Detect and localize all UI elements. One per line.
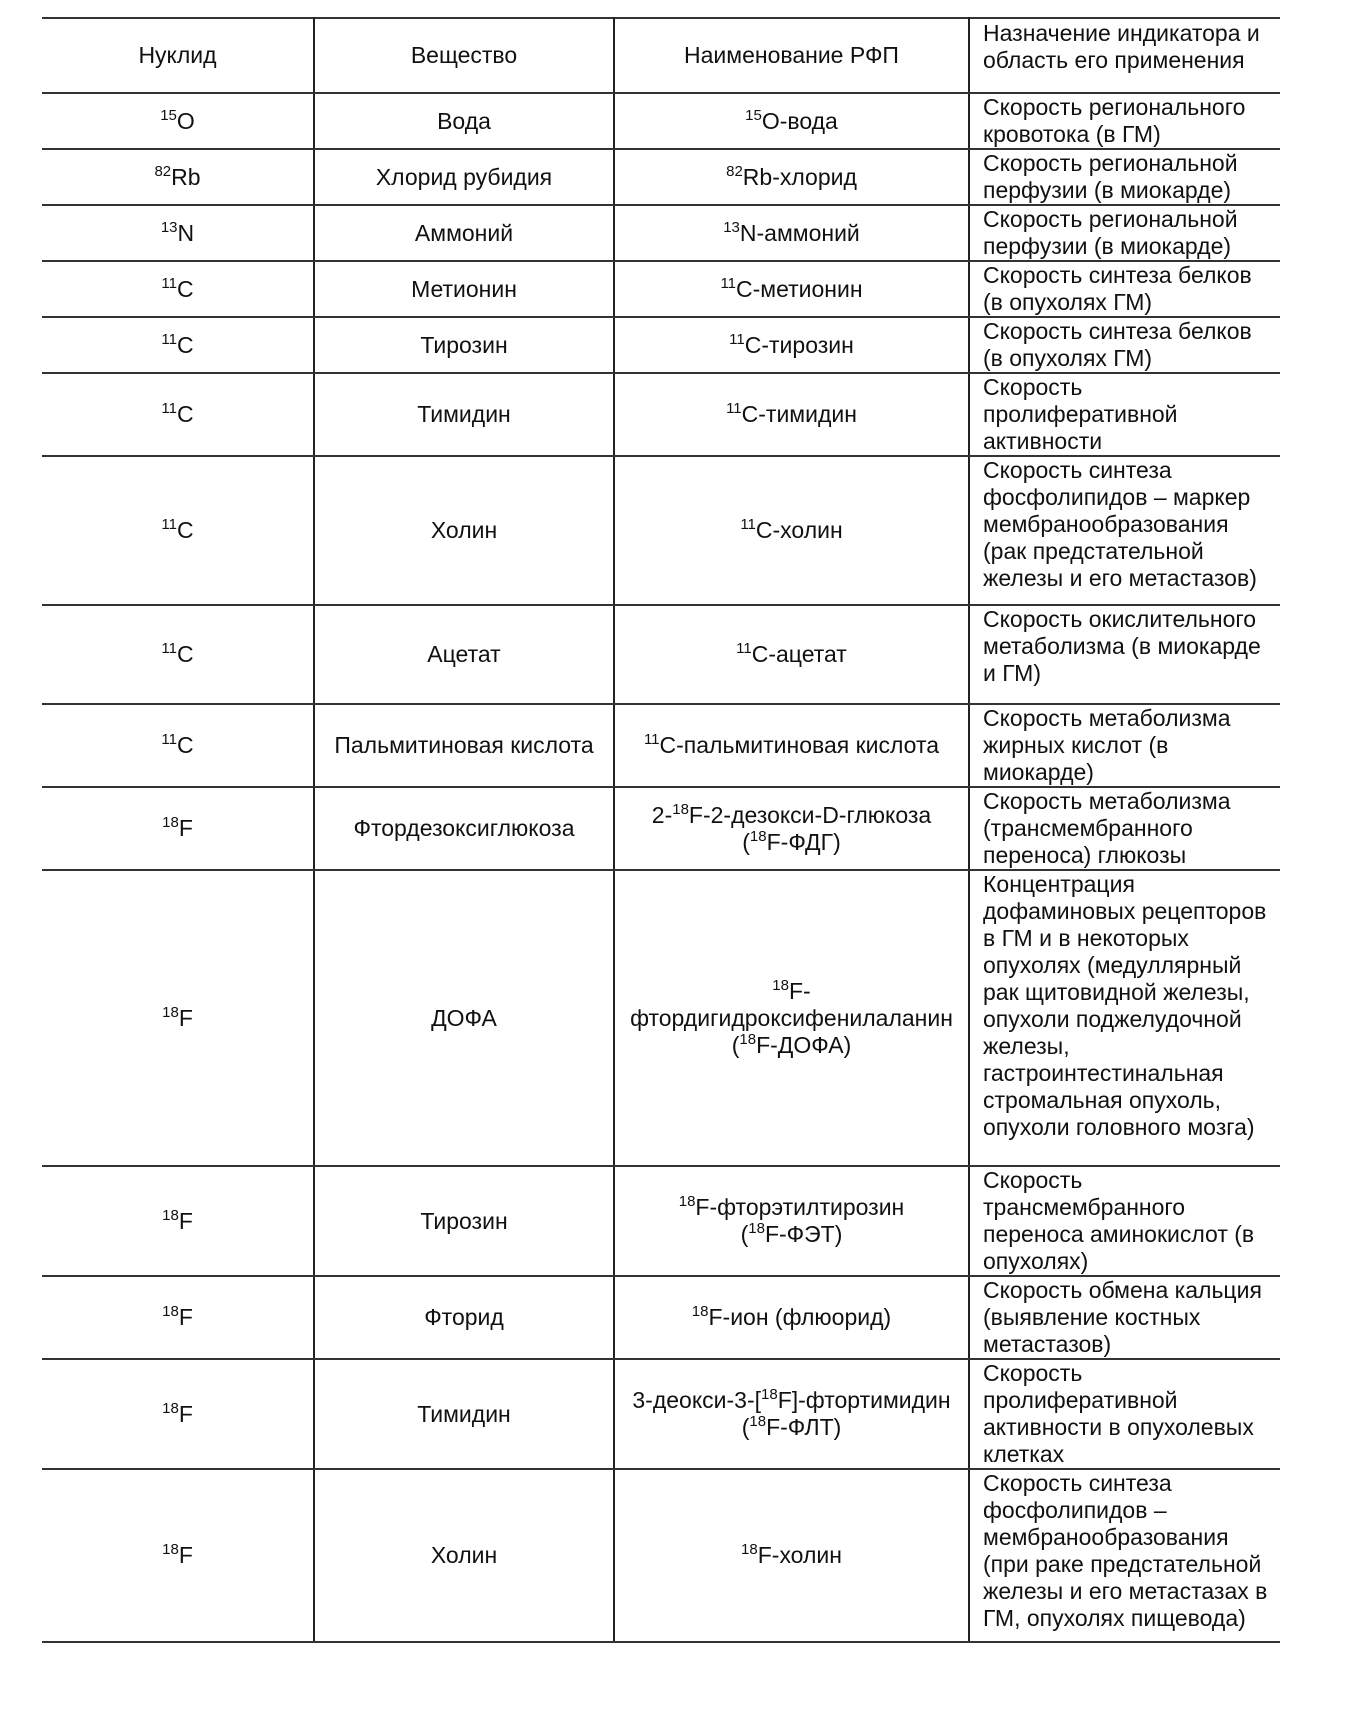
cell-substance: Метионин bbox=[314, 261, 614, 317]
nuclide-mass: 18 bbox=[162, 1303, 179, 1320]
cell-nuclide bbox=[42, 1276, 314, 1359]
rfp-name-line bbox=[615, 517, 968, 544]
rfp-suffix: N-аммоний bbox=[739, 219, 860, 246]
rfp-name-line bbox=[615, 1304, 968, 1331]
rfp-suffix: F]-фтортимидин bbox=[777, 1387, 951, 1413]
nuclide-mass: 11 bbox=[161, 330, 177, 348]
rfp-abbrev-suffix: F-ДОФА) bbox=[756, 1031, 852, 1058]
rfp-abbrev-mass: 18 bbox=[749, 827, 767, 845]
radiopharmaceutical-table bbox=[42, 17, 1280, 1643]
cell-substance: Тирозин bbox=[314, 1166, 614, 1276]
cell-nuclide bbox=[42, 605, 314, 704]
cell-nuclide bbox=[42, 787, 314, 870]
rfp-suffix: Rb-хлорид bbox=[742, 163, 857, 190]
nuclide-symbol: N bbox=[177, 219, 195, 246]
cell-purpose: Скорость синтеза белков (в опухолях ГМ) bbox=[969, 317, 1280, 373]
cell-rfp-name bbox=[614, 373, 969, 456]
rfp-abbrev-line bbox=[615, 1221, 968, 1248]
cell-purpose: Скорость окислительного метаболизма (в миокарде и ГМ) bbox=[969, 605, 1280, 704]
rfp-name-line bbox=[623, 978, 960, 1032]
cell-rfp-name bbox=[614, 149, 969, 205]
table-row bbox=[42, 870, 1280, 1166]
cell-purpose: Скорость трансмембранного переноса аминокислот (в опухолях) bbox=[969, 1166, 1280, 1276]
nuclide-symbol: C bbox=[176, 641, 194, 667]
cell-nuclide bbox=[42, 149, 314, 205]
cell-rfp-name bbox=[614, 787, 969, 870]
nuclide-mass: 18 bbox=[162, 1206, 179, 1224]
cell-rfp-name bbox=[614, 1359, 969, 1469]
rfp-name-line bbox=[615, 641, 968, 668]
rfp-abbrev-line bbox=[623, 1032, 960, 1059]
cell-substance: Ацетат bbox=[314, 605, 614, 704]
rfp-name-line bbox=[615, 401, 968, 428]
nuclide-symbol: C bbox=[176, 331, 194, 358]
nuclide-symbol: F bbox=[178, 815, 193, 841]
rfp-suffix: F-фтордигидроксифенилаланин bbox=[630, 977, 953, 1031]
rfp-abbrev-mass: 18 bbox=[748, 1220, 765, 1237]
cell-purpose: Скорость синтеза фосфолипидов – мембранообразования (при раке предстательной железы и его метастазах в ГМ, опухолях пищевода) bbox=[969, 1469, 1280, 1642]
nuclide-mass: 13 bbox=[160, 218, 178, 236]
cell-purpose: Скорость пролиферативной активности bbox=[969, 373, 1280, 456]
nuclide-mass: 18 bbox=[162, 1399, 179, 1417]
cell-purpose: Скорость регионального кровотока (в ГМ) bbox=[969, 93, 1280, 149]
rfp-suffix: C-тирозин bbox=[744, 331, 854, 358]
rfp-name-line bbox=[615, 1387, 968, 1414]
cell-substance: Фтордезоксиглюкоза bbox=[314, 787, 614, 870]
cell-nuclide bbox=[42, 1469, 314, 1642]
cell-nuclide bbox=[42, 93, 314, 149]
cell-substance: Тирозин bbox=[314, 317, 614, 373]
nuclide-symbol: F bbox=[178, 1004, 193, 1031]
rfp-abbrev-prefix: ( bbox=[741, 1414, 750, 1440]
rfp-abbrev-suffix: F-ФЛТ) bbox=[766, 1414, 842, 1440]
table-row bbox=[42, 261, 1280, 317]
header-substance: Вещество bbox=[314, 18, 614, 93]
nuclide-symbol: Rb bbox=[171, 163, 201, 190]
cell-nuclide bbox=[42, 456, 314, 605]
rfp-mass: 15 bbox=[745, 106, 762, 124]
cell-purpose: Скорость региональной перфузии (в миокарде) bbox=[969, 205, 1280, 261]
nuclide-symbol: C bbox=[176, 275, 194, 302]
rfp-mass: 11 bbox=[729, 330, 745, 348]
rfp-mass: 18 bbox=[772, 976, 789, 994]
cell-rfp-name bbox=[614, 704, 969, 787]
nuclide-mass: 82 bbox=[154, 162, 172, 180]
cell-substance: Вода bbox=[314, 93, 614, 149]
cell-nuclide bbox=[42, 1166, 314, 1276]
table-row bbox=[42, 1276, 1280, 1359]
cell-substance: Аммоний bbox=[314, 205, 614, 261]
header-nuclide: Нуклид bbox=[42, 18, 314, 93]
cell-substance: Хлорид рубидия bbox=[314, 149, 614, 205]
rfp-name-line bbox=[615, 1194, 968, 1221]
cell-substance: ДОФА bbox=[314, 870, 614, 1166]
cell-rfp-name bbox=[614, 870, 969, 1166]
cell-substance: Холин bbox=[314, 1469, 614, 1642]
rfp-suffix: C-пальмитиновая кислота bbox=[659, 732, 940, 758]
table-row bbox=[42, 704, 1280, 787]
table-row bbox=[42, 1166, 1280, 1276]
rfp-abbrev-prefix: ( bbox=[731, 1031, 740, 1058]
nuclide-symbol: O bbox=[176, 107, 195, 134]
header-rfp-name: Наименование РФП bbox=[614, 18, 969, 93]
rfp-mass: 18 bbox=[672, 800, 689, 818]
nuclide-symbol: C bbox=[176, 517, 194, 543]
cell-nuclide bbox=[42, 317, 314, 373]
cell-purpose: Скорость метаболизма жирных кислот (в миокарде) bbox=[969, 704, 1280, 787]
rfp-mass: 18 bbox=[678, 1193, 696, 1210]
rfp-abbrev-mass: 18 bbox=[739, 1030, 757, 1048]
rfp-suffix: C-тимидин bbox=[741, 401, 857, 427]
nuclide-symbol: C bbox=[176, 732, 194, 758]
rfp-prefix: 3-деокси-3-[ bbox=[632, 1387, 762, 1413]
cell-nuclide bbox=[42, 1359, 314, 1469]
nuclide-mass: 18 bbox=[162, 1003, 179, 1021]
rfp-suffix: F-ион (флюорид) bbox=[708, 1304, 892, 1330]
nuclide-symbol: C bbox=[176, 401, 194, 427]
rfp-suffix: O-вода bbox=[761, 107, 838, 134]
table-row bbox=[42, 93, 1280, 149]
nuclide-mass: 11 bbox=[161, 640, 177, 657]
cell-nuclide bbox=[42, 205, 314, 261]
rfp-name-line bbox=[615, 220, 968, 247]
rfp-abbrev-line bbox=[615, 1414, 968, 1441]
rfp-mass: 11 bbox=[740, 516, 756, 533]
rfp-mass: 18 bbox=[691, 1303, 709, 1320]
nuclide-mass: 11 bbox=[161, 731, 177, 748]
rfp-abbrev-prefix: ( bbox=[740, 1221, 749, 1247]
rfp-name-line bbox=[615, 108, 968, 135]
header-row bbox=[42, 18, 1280, 93]
cell-purpose: Скорость пролиферативной активности в опухолевых клетках bbox=[969, 1359, 1280, 1469]
nuclide-symbol: F bbox=[178, 1304, 193, 1330]
rfp-suffix: C-холин bbox=[755, 517, 843, 543]
cell-purpose: Скорость синтеза фосфолипидов – маркер мембранообразования (рак предстательной железы и его метастазов) bbox=[969, 456, 1280, 605]
cell-substance: Тимидин bbox=[314, 1359, 614, 1469]
cell-rfp-name bbox=[614, 456, 969, 605]
rfp-name-line bbox=[615, 276, 968, 303]
cell-rfp-name bbox=[614, 317, 969, 373]
nuclide-mass: 11 bbox=[161, 516, 177, 533]
table-row bbox=[42, 149, 1280, 205]
rfp-abbrev-mass: 18 bbox=[749, 1413, 767, 1430]
nuclide-mass: 15 bbox=[160, 106, 177, 124]
nuclide-symbol: F bbox=[178, 1542, 193, 1568]
rfp-suffix: C-ацетат bbox=[751, 641, 847, 667]
rfp-mass: 11 bbox=[643, 731, 660, 748]
rfp-suffix: F-фторэтилтирозин bbox=[695, 1194, 905, 1220]
nuclide-symbol: F bbox=[178, 1400, 193, 1427]
cell-substance: Тимидин bbox=[314, 373, 614, 456]
cell-nuclide bbox=[42, 261, 314, 317]
rfp-abbrev-line bbox=[615, 829, 968, 856]
table-row bbox=[42, 1359, 1280, 1469]
rfp-prefix: 2- bbox=[651, 801, 673, 828]
rfp-mass: 13 bbox=[723, 218, 740, 236]
rfp-mass: 18 bbox=[761, 1386, 778, 1403]
rfp-abbrev-suffix: F-ФДГ) bbox=[766, 828, 841, 855]
rfp-abbrev-prefix: ( bbox=[742, 828, 750, 855]
cell-rfp-name bbox=[614, 605, 969, 704]
table-row bbox=[42, 317, 1280, 373]
table-row bbox=[42, 205, 1280, 261]
rfp-abbrev-suffix: F-ФЭТ) bbox=[764, 1221, 843, 1247]
rfp-mass: 11 bbox=[736, 640, 752, 657]
rfp-name-line bbox=[615, 164, 968, 191]
table-row bbox=[42, 605, 1280, 704]
nuclide-mass: 11 bbox=[161, 274, 177, 292]
cell-rfp-name bbox=[614, 1469, 969, 1642]
rfp-mass: 11 bbox=[720, 274, 737, 292]
rfp-mass: 11 bbox=[726, 400, 742, 417]
table-row bbox=[42, 373, 1280, 456]
cell-nuclide bbox=[42, 704, 314, 787]
cell-rfp-name bbox=[614, 261, 969, 317]
cell-rfp-name bbox=[614, 93, 969, 149]
cell-rfp-name bbox=[614, 1276, 969, 1359]
cell-rfp-name bbox=[614, 1166, 969, 1276]
cell-purpose: Концентрация дофаминовых рецепторов в ГМ и в некоторых опухолях (медуллярный рак щитовидной железы, опухоли поджелудочной железы, гастроинтестинальная стромальная опухоль, опухоли головного мозга) bbox=[969, 870, 1280, 1166]
nuclide-symbol: F bbox=[178, 1207, 193, 1234]
table-row bbox=[42, 1469, 1280, 1642]
nuclide-mass: 11 bbox=[161, 400, 177, 417]
rfp-mass: 82 bbox=[726, 162, 743, 180]
nuclide-mass: 18 bbox=[162, 1541, 179, 1558]
cell-nuclide bbox=[42, 870, 314, 1166]
header-purpose: Назначение индикатора и область его применения bbox=[969, 18, 1280, 93]
cell-substance: Холин bbox=[314, 456, 614, 605]
rfp-mass: 18 bbox=[741, 1541, 758, 1558]
nuclide-mass: 18 bbox=[162, 814, 179, 831]
rfp-name-line bbox=[615, 802, 968, 829]
rfp-name-line bbox=[615, 732, 968, 759]
cell-substance: Фторид bbox=[314, 1276, 614, 1359]
cell-substance: Пальмитиновая кислота bbox=[314, 704, 614, 787]
cell-purpose: Скорость синтеза белков (в опухолях ГМ) bbox=[969, 261, 1280, 317]
cell-purpose: Скорость метаболизма (трансмембранного переноса) глюкозы bbox=[969, 787, 1280, 870]
rfp-name-line bbox=[615, 1542, 968, 1569]
table-row bbox=[42, 787, 1280, 870]
rfp-suffix: F-холин bbox=[757, 1542, 842, 1568]
cell-nuclide bbox=[42, 373, 314, 456]
cell-purpose: Скорость обмена кальция (выявление костных метастазов) bbox=[969, 1276, 1280, 1359]
rfp-suffix: C-метионин bbox=[736, 275, 863, 302]
rfp-suffix: F-2-дезокси-D-глюкоза bbox=[688, 801, 932, 828]
table-row bbox=[42, 456, 1280, 605]
rfp-name-line bbox=[615, 332, 968, 359]
cell-rfp-name bbox=[614, 205, 969, 261]
cell-purpose: Скорость региональной перфузии (в миокарде) bbox=[969, 149, 1280, 205]
